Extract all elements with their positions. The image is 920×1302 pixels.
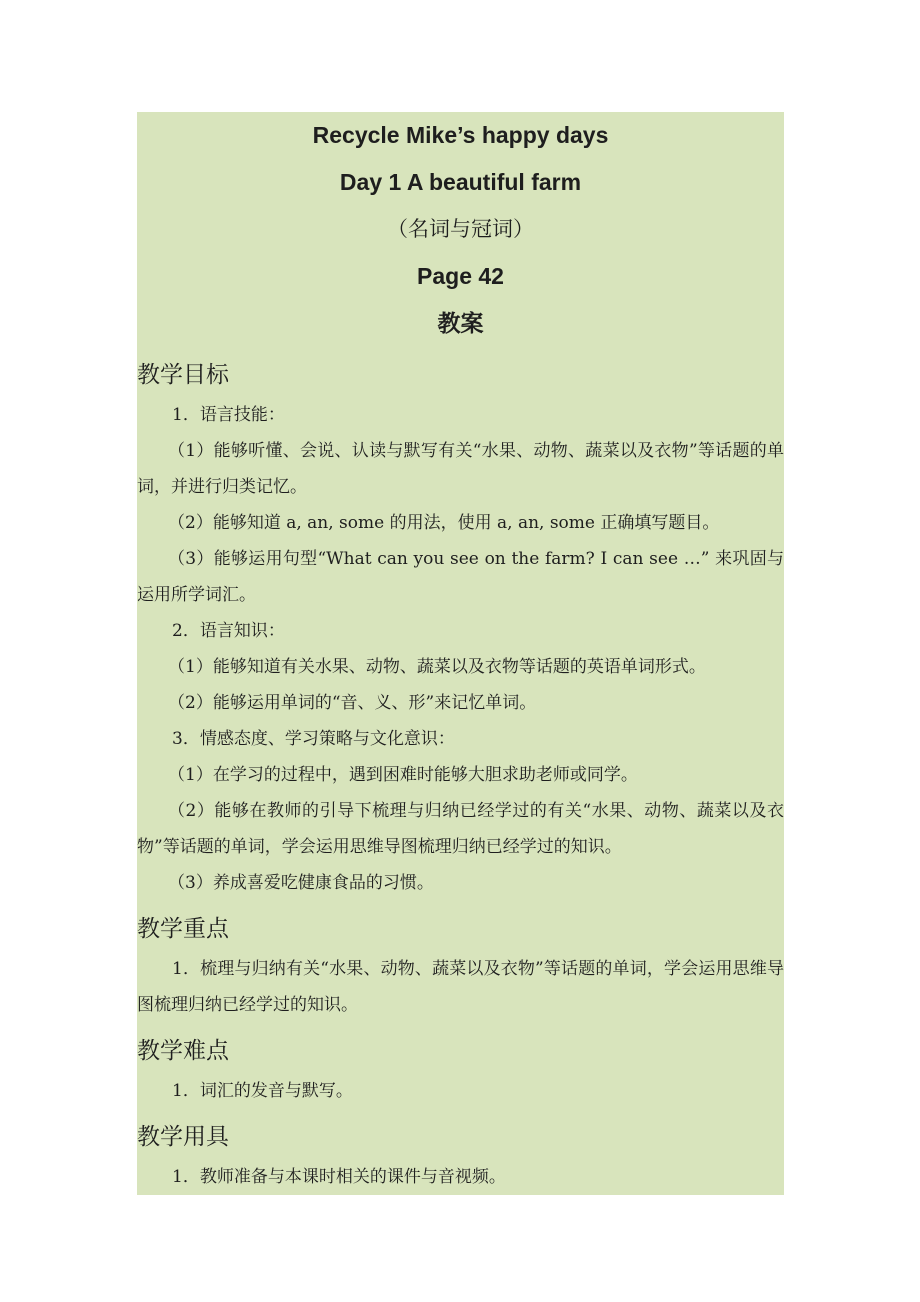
section-heading-teaching-objectives: 教学目标 xyxy=(137,362,229,388)
objectives-item-1-2: （2）能够知道 a, an, some 的用法，使用 a, an, some 正确填写题目。 xyxy=(168,513,720,533)
section-heading-teaching-key-points: 教学重点 xyxy=(137,916,229,942)
objectives-item-3-3: （3）养成喜爱吃健康食品的习惯。 xyxy=(168,873,434,893)
doc-subtitle-grammar: （名词与冠词） xyxy=(387,217,534,241)
objectives-item-2: 2．语言知识： xyxy=(172,621,285,641)
objectives-item-1-1: （1）能够听懂、会说、认读与默写有关“水果、动物、蔬菜以及衣物”等话题的单词，并进行归类记忆。 xyxy=(137,441,784,497)
doc-subtitle-day: Day 1 A beautiful farm xyxy=(339,169,582,195)
objectives-item-3-2: （2）能够在教师的引导下梳理与归纳已经学过的有关“水果、动物、蔬菜以及衣物”等话题的单词，学会运用思维导图梳理归纳已经学过的知识。 xyxy=(137,801,784,857)
objectives-item-1: 1．语言技能： xyxy=(172,405,285,425)
objectives-item-2-1: （1）能够知道有关水果、动物、蔬菜以及衣物等话题的英语单词形式。 xyxy=(168,657,706,677)
key-points-item-1: 1．梳理与归纳有关“水果、动物、蔬菜以及衣物”等话题的单词，学会运用思维导图梳理归纳已经学过的知识。 xyxy=(137,959,784,1015)
objectives-item-3-1: （1）在学习的过程中，遇到困难时能够大胆求助老师或同学。 xyxy=(168,765,638,785)
doc-title-main: Recycle Mike’s happy days xyxy=(312,122,609,148)
section-heading-teaching-aids: 教学用具 xyxy=(137,1124,229,1150)
shaded-content-block xyxy=(137,112,784,1195)
objectives-item-3: 3．情感态度、学习策略与文化意识： xyxy=(172,729,455,749)
doc-page-number: Page 42 xyxy=(417,263,504,289)
objectives-item-1-3: （3）能够运用句型“What can you see on the farm? I can see …” 来巩固与运用所学词汇。 xyxy=(137,549,784,605)
objectives-item-2-2: （2）能够运用单词的“音、义、形”来记忆单词。 xyxy=(168,693,537,713)
difficulties-item-1: 1．词汇的发音与默写。 xyxy=(172,1081,353,1101)
section-heading-teaching-difficulties: 教学难点 xyxy=(137,1038,229,1064)
doc-title-lesson-plan: 教案 xyxy=(437,310,484,337)
teaching-aids-item-1: 1．教师准备与本课时相关的课件与音视频。 xyxy=(172,1167,506,1187)
